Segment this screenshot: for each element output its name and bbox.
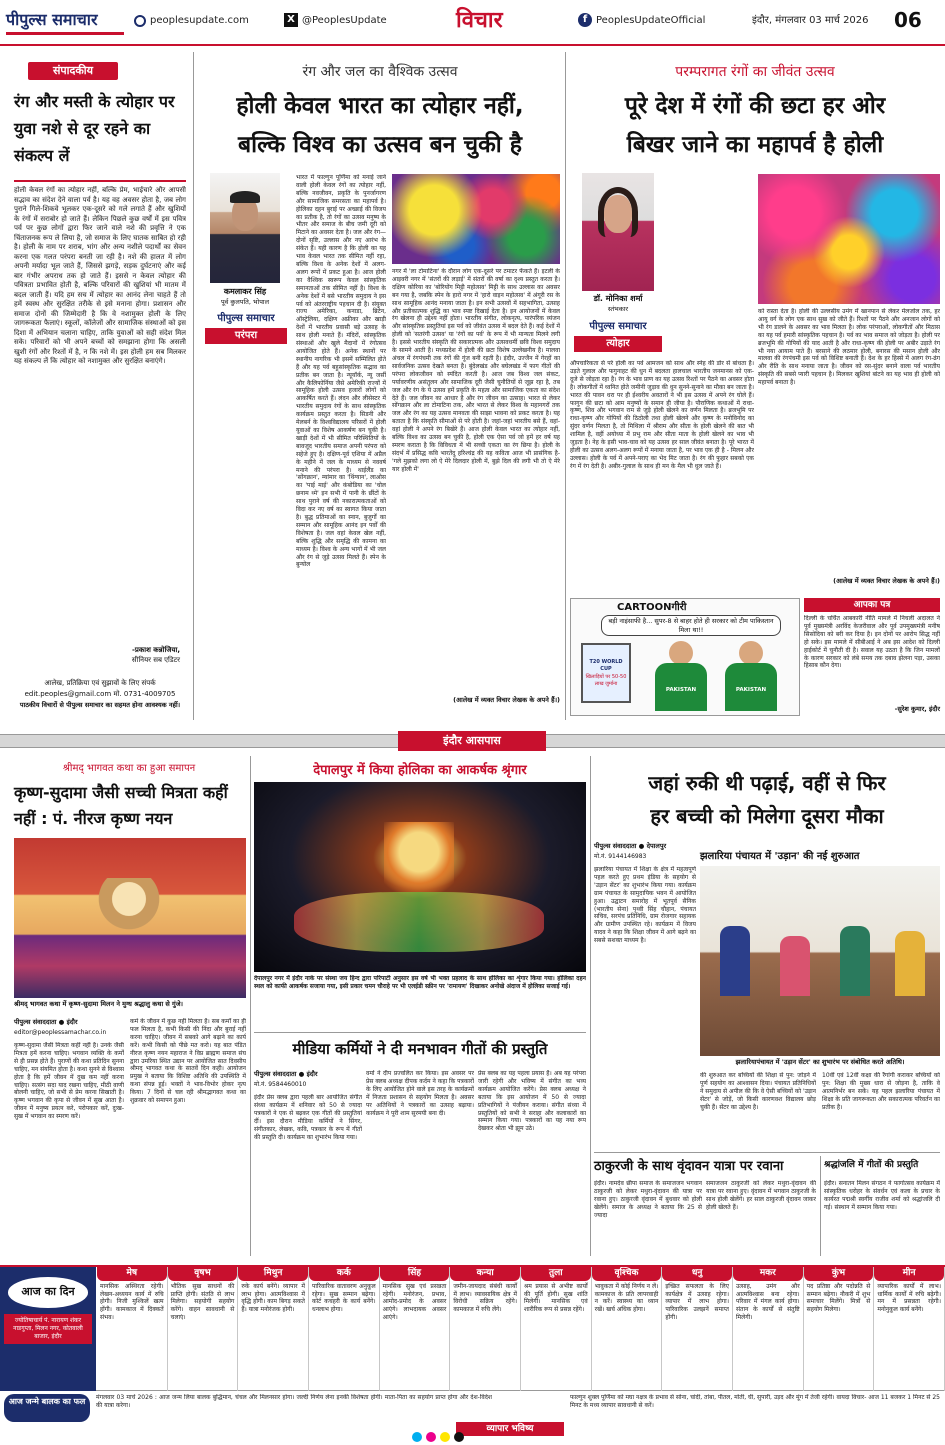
rashi-7 [521, 1267, 592, 1391]
media-phone[interactable]: मो.नं. 9584460010 [254, 1081, 307, 1088]
shraddhanjali-headline: श्रद्धांजलि में गीतों की प्रस्तुति [824, 1160, 919, 1170]
cartoon-box [570, 598, 800, 716]
udaan-byline: पीपुल्स संवाददाता ● देपालपुर [594, 842, 667, 850]
bhagwat-photo [14, 838, 246, 998]
rashi-text: व्यापारिक कार्यों में लाभ। धार्मिक कार्यों में रुचि बढ़ेगी। मन में प्रसन्नता रहेगी। मनोनुकूल कार्य बनेंगे। [877, 1282, 941, 1314]
bhagwat-kicker: श्रीमद् भागवत कथा का हुआ समापन [62, 763, 196, 774]
traditional-kicker: परम्परागत रंगों का जीवंत उत्सव [675, 64, 835, 80]
letters-box [804, 598, 940, 716]
udaan-phone[interactable]: मो.नं. 9144146983 [594, 853, 647, 860]
media-col1: इंदौर प्रेस क्लब द्वारा पहली बार आयोजित संगीत संध्या कार्यक्रम में शनिवार को 50 से ज्यादा पत्रकारों ने एक से बढ़कर एक गीतों की प्रस्तुतियां दीं। इस दौरान मीडिया कर्मियों ने सिंगर, संगीतकार, लेखक, कवि, पत्रकार के रूप में गीतों की प्रस्तुति दी। कार्यक्रम का शुभारंभ किया गया। [254, 1094, 362, 1141]
twitter-link[interactable]: @PeoplesUpdate [302, 15, 387, 26]
holi-global-footnote: (आलेख में व्यक्त विचार लेखक के अपने हैं।) [453, 696, 560, 704]
editorial-email[interactable]: edit.peoples@gmail.com मो. 0731-4009705 [24, 690, 176, 698]
cartoon-bubble: बड़ी नाइंसाफी है... सुपर-8 से बाहर होते ही सरकार को टीम पाकिस्तान मिला था!! [601, 615, 781, 636]
registration-magenta [426, 1432, 436, 1442]
rashi-name: सिंह [380, 1267, 450, 1281]
facebook-icon: f [578, 13, 592, 27]
column-tag-tyohar: त्योहार [574, 336, 662, 352]
bhagwat-headline: कृष्ण-सुदामा जैसी सच्ची मित्रता कहीं नहीं : पं. नीरज कृष्ण नयन [14, 783, 228, 828]
traditional-headline-1: पूरे देश में रंगों की छटा हर ओर [624, 93, 886, 119]
rashi-name: वृश्चिक [592, 1267, 662, 1281]
bhagwat-byline: पीपुल्स संवाददाता ● इंदौर [14, 1018, 78, 1026]
rashi-text: पद प्रतिष्ठा और पदोन्नति से सम्मान बढ़ेगा। नौकरी में शुभ समाचार मिलेंगे। मित्रों से सहयोग मिलेगा। [806, 1282, 871, 1314]
rashi-9 [662, 1267, 733, 1391]
holi-powder-photo [392, 174, 560, 264]
udaan-col2: की शुरुआत कर बच्चियों की शिक्षा से पुन: जोड़ने में पूर्ण सहयोग का आश्वासन दिया। पंचायत प्रतिनिधियों ने समुदाय से अपील की कि वे ऐसी बच्चियों को 'उड़ान सेंटर' से जोड़ें, जो किसी कारणवश विद्यालय छोड़ चुकी हैं। सेंटर का उद्देश्य है। [700, 1072, 816, 1111]
media-byline: पीपुल्स संवाददाता ● इंदौर [254, 1070, 318, 1078]
column-logo: पीपुल्स समाचार [217, 313, 275, 324]
rashi-1 [97, 1267, 168, 1391]
cartoon-title: CARTOONगीरी [617, 602, 687, 613]
editorial-headline: रंग और मस्ती के त्योहार पर युवा नशे से दूर रहने का संकल्प लें [14, 92, 175, 165]
bhagwat-col2: कर्म के जीवन में कुछ नहीं मिलता है। सब कर्मों का ही फल मिलता है, कभी किसी की निंदा और बुराई नहीं करना चाहिए। जीवन में सबको आगे बढ़ाने का कार्य करें। कभी किसी को पीछे मत करो। यह बात पंडित नीरज कृष्ण नयन महाराज ने विप्र ब्राह्मण समाज संघ द्वारा उमरिया स्थित उद्यान पर आयोजित सात दिवसीय श्रीमद् भागवत कथा के सातवें दिन कही। आयोजन प्रमुख ने बताया कि विशिष्ट अतिथि की उपस्थिति में कथा संपन्न हुई। भक्तों ने भाव-विभोर होकर नृत्य किया। 7 दिनों से चल रही श्रीमद्भागवत कथा का शुक्रवार को समापन हुआ। [130, 1018, 246, 1105]
masthead [0, 0, 945, 46]
cartoon-banner: T20 WORLD CUP [589, 659, 623, 672]
traditional-footnote: (आलेख में व्यक्त विचार लेखक के अपने हैं।) [833, 577, 940, 585]
rashi-name: मेष [97, 1267, 167, 1281]
rashi-text: इच्छित सफलता के लिए कार्यक्षेत्र में उत्साह रहेगा। व्यापार में लाभ होगा। पारिवारिक उलझनें समाप्त होंगी। [665, 1282, 729, 1322]
dateline: इंदौर, मंगलवार 03 मार्च 2026 [752, 15, 869, 26]
letters-tag: आपका पत्र [804, 598, 940, 612]
column-logo-tyohar: पीपुल्स समाचार [589, 321, 647, 332]
rashi-text: उत्साह, उमंग और आत्मविश्वास बना रहेगा। परिवार में मंगल कार्य होगा। संतान के कार्यों से संतुष्टि मिलेगी। [736, 1282, 800, 1322]
thakurji-col2: समाजजन ठाकुरजी को लेकर मथुरा-वृंदावन की यात्रा पर रवाना हुए। वृंदावन में भगवान ठाकुरजी के साथ होली खेलेंगे। हर साल ठाकुरजी वृंदावन जाकर होली खेलते हैं। [706, 1180, 816, 1211]
udaan-headline-2: हर बच्ची को मिलेगा दूसरा मौका [650, 804, 884, 828]
media-col2: वर्मा ने दीप प्रज्वलित कर किया। इस अवसर पर प्रेस क्लब अध्यक्ष दीपक कर्दम ने कहा कि पत्रकारों के लिए आयोजित होने वाले इस तरह के कार्यक्रमों में निजता प्रशासन से सहयोग मिलता है। अवसर पर अतिथियों ने पत्रकारों का उत्साह बढ़ाया। कार्यक्रम ने पूरी शाम सुरमयी बना दी। [366, 1070, 474, 1117]
author-role-kamlakar: पूर्व कुलपति, भोपाल [220, 298, 270, 306]
rashi-12 [874, 1267, 945, 1391]
facebook-link[interactable]: PeoplesUpdateOfficial [596, 15, 706, 26]
rashi-text: भौतिक सुख साधनों की प्राप्ति होगी। संतति से लाभ मिलेगा। सहयोगी सहयोग करेंगे। वाहन सावधानी से चलाएं। [170, 1282, 235, 1322]
x-icon: X [284, 13, 298, 27]
business-text: फाल्गुन शुक्ल पूर्णिमा को मघा नक्षत्र के प्रभाव से सोना, चांदी, तांबा, पीतल, मोती, घी, सुपारी, उड़द और मूंग में तेजी रहेगी। वायदा विचार- आज 11 बजकर 1 मिनट से 25 मिनट के मध्य व्यापार सावधानी से करें। [570, 1394, 940, 1409]
author-name-monika: डॉ. मोनिका शर्मा [593, 294, 643, 303]
page-number: 06 [894, 8, 922, 32]
traditional-col1: औपचारिकता से परे होली का पर्व आमजन को साथ और स्नेह की डोर से बांधता है। उड़ते गुलाल और फगुनाहट की धुन में बदलता हालचाल भारतीय जनमानस को एक-दूजे से जोड़ता रहा है। रंग के भाव प्राण का यह उत्सव रिश्तों पर पैठने का अवसर होता है। लोकगीतों में ध्वनित होते जमीनी जुड़ाव की धुन सुनने-सुनाने का मौका बन जाता है। भारत की पावन धरा पर ही ईश्वरीय अवतारों ने भी इस उत्सव में अपने रंग घोले हैं। फागुन की छटा को आम मनुष्यों के समान ही जीया है। पौराणिक कथाओं में राधा-कृष्ण, शिव और भगवान राम से जुड़े होली खेलने का वर्णन मिलता है। ब्रजभूमि पर राधा-कृष्ण और गोपियों की ठिठोली तथा होली खेलने और कृष्ण के मनोविनोद का सुंदर वर्णन मिलता है, तो मिथिला में श्रीराम और सीता के होली खेलने की बात भी शामिल है, वहीं अयोध्या में प्रभु राम और सीता माता के होली खेलने का भाव भी जुड़ता है। नेह के इसी भाव-चाव को यह उत्सव हर साल जीवंत बनाता है। पूरे भारत में होली का उत्सव अलग-अलग रूपों में मनाया जाता है, पर भाव एक ही है - मिलन और उल्लास। होली के पर्व में अपने-पराए का भेद मिट जाता है। रंग की फुहार सबको एक रंग में रंग देती है। अबीर-गुलाल के साथ ही मन के मैल भी धुल जाते हैं। [570, 360, 754, 470]
rashi-2 [168, 1267, 239, 1391]
udaan-col1: झलारिया पंचायत में शिक्षा के क्षेत्र में महत्वपूर्ण पहल करते हुए प्रथम इंडिया के सहयोग से 'उड़ान सेंटर' का शुभारंभ किया गया। कार्यक्रम ग्राम पंचायत के सामुदायिक भवन में आयोजित हुआ। उद्घाटन समारोह में भूतपूर्व सैनिक (भारतीय सेना) पृथ्वी सिंह चौहान, पंचायत सचिव, सरपंच प्रतिनिधि, ग्राम रोजगार सहायक और ग्रामीण उपस्थित रहे। कार्यक्रम में विजय यादव ने कहा कि शिक्षा जीवन में आगे बढ़ने का सबसे सशक्त माध्यम है। [594, 866, 696, 945]
bhagwat-caption: श्रीमद् भागवत कथा में कृष्ण-सुदामा मिलन ने मुग्ध श्रद्धालु कथा से गुंजे। [14, 1000, 184, 1008]
author-name-kamlakar: कमलाकर सिंह [223, 287, 267, 296]
udaan-subkicker: झलारिया पंचायत में 'उड़ान' की नई शुरुआत [700, 851, 860, 862]
rashi-text: पारिवारिक वातावरण अनुकूल रहेगा। सुख सम्मान बढ़ेगा। कोर्ट कचहरी के कार्य बनेंगे। धनलाभ होगा। [312, 1282, 376, 1314]
rashi-name: वृषभ [168, 1267, 238, 1281]
holi-hands-photo [758, 174, 940, 304]
website-link[interactable]: peoplesupdate.com [150, 15, 249, 26]
birthday-label: आज जन्मे बालक का फल [4, 1394, 90, 1422]
today-label: आज का दिन [8, 1277, 88, 1308]
rashi-text: रुके कार्य बनेंगे। व्यापार में लाभ होगा। आत्मविश्वास में वृद्धि होगी। काम बिगड़ सकते हैं। यात्रा मनोरंजक होगी। [241, 1282, 305, 1314]
rashi-text: श्रम प्रयास से अभीष्ट कार्यों की पूर्ति होगी। सुख शांति मिलेगी। मानसिक एवं शारीरिक रूप से प्रसन्न रहेंगे। [524, 1282, 588, 1314]
rashi-10 [733, 1267, 804, 1391]
thakurji-headline: ठाकुरजी के साथ वृंदावन यात्रा पर रवाना [594, 1159, 784, 1174]
rashi-name: कुंभ [804, 1267, 874, 1281]
letters-body: दिल्ली के चर्चित आबकारी नीति मामले में निचली अदालत ने पूर्व मुख्यमंत्री अरविंद केजरीवाल और पूर्व उपमुख्यमंत्री मनीष सिसोदिया को बरी कर दिया है। इन दोनों पर आरोप सिद्ध नहीं हो सके। इस मामले में सीबीआई ने अब इस आदेश को दिल्ली हाईकोर्ट में चुनौती दी है। सवाल यह उठता है कि जिन मामलों के कारण सरकार को लंबे समय तक दबाव झेलना पड़ा, उसका हिसाब कौन देगा। [804, 615, 940, 670]
holi-global-headline-2: बल्कि विश्व का उत्सव बन चुकी है [238, 132, 522, 158]
author-photo-kamlakar [210, 173, 280, 283]
author-photo-monika [582, 173, 654, 291]
cartoon-player-left [651, 641, 711, 713]
signs-row [97, 1267, 945, 1391]
udaan-caption: झलारियापंचायत में 'उड़ान सेंटर' का शुभारंभ पर संबोधित करते अतिथि। [735, 1058, 905, 1066]
rashi-11 [804, 1267, 875, 1391]
registration-cyan [412, 1432, 422, 1442]
cartoon-tv [581, 643, 631, 703]
udaan-col3: 10वीं एवं 12वीं कक्षा की रैंगांगी कराकर बच्चियों को पुन: शिक्षा की मुख्य धारा से जोड़ना है, ताकि वे आत्मनिर्भर बन सकें। यह पहल झलारिया पंचायत में शिक्षा के प्रति जागरूकता और सकारात्मक परिवर्तन का प्रतीक है। [822, 1072, 940, 1111]
editorial-disclaimer: पाठकीय विचारों से पीपुल्स समाचार का सहमत होना आवश्यक नहीं। [19, 701, 181, 709]
rashi-name: कन्या [450, 1267, 520, 1281]
today-box [0, 1267, 96, 1391]
holi-global-col2: नगर में 'ला टोमाटिना' के दौरान लोग एक-दूसरे पर टमाटर फेंकते हैं। इटली के आइवरी नगर में 'संतरों की लड़ाई' में संतरों की वर्षा का दृश्य प्रस्तुत करता है। दक्षिण कोरिया का 'बोरियोंग मिट्टी महोत्सव' मिट्टी के साथ उल्लास का अवसर बन गया है, जबकि स्पेन के हारो नगर में 'हारो वाइन महोत्सव' में अंगूरी रस के साथ सामूहिक आनंद मनाया जाता है। इन सभी उत्सवों में सहभागिता, उत्साह और प्रतीकात्मक शुद्धि का भाव स्पष्ट दिखाई देता है। इन आयोजनों में केवल रंग खेलना ही उद्देश्य नहीं होता। भारतीय संगीत, लोकनृत्य, पारंपरिक व्यंजन और सांस्कृतिक प्रस्तुतियां इस पर्व को जीवंत उत्सव में बदल देते हैं। कई देशों में होली को 'सतरंगी उत्सव' या 'रंगों का पर्व' के रूप में भी मान्यता मिलने लगी है। इससे भारतीय संस्कृति की सकारात्मक और उत्सवधर्मी छवि विश्व समुदाय के सामने आती है। मध्यप्रदेश में होली की छटा विशेष उल्लेखनीय है। मालवा अंचल में रंगपंचमी तक रंगों की गूंज बनी रहती है। इंदौर, उज्जैन में गेरहों का सार्वजनिक उत्सव देखते बनता है। बुंदेलखंड और बघेलखंड में फाग गीतों की परंपरा लोकजीवन को स्पंदित करती है। आज जब विश्व जल संकट, पर्यावरणीय असंतुलन और सामाजिक दूरी जैसी चुनौतियों से जूझ रहा है, तब जल और रंग के ये उत्सव हमें प्रकृति के महत्व और सामाजिक एकता का संदेश देते हैं। जल जीवन का आधार है और रंग जीवन का उत्साह। भारत से लेकर सोंगक्रान और ला टोमाटिना तक, और भारत से लेकर विश्व के महानगरों तक जल और रंग का यह उत्सव मानवता की साझा भावना को प्रकट करता है। यह बताता है कि संस्कृति सीमाओं से परे होती है। जहां-जहां भारतीय बसे हैं, वहां-वहां होली ने अपने रंग बिखेरे हैं। आज होली केवल भारत का त्योहार नहीं, बल्कि विश्व का उत्सव बन चुकी है, होली एक ऐसा पर्व जो हमें हर वर्ष यह स्मरण कराता है कि विविधता में भी सच्ची एकता का रंग छिपा है। होली के संदर्भ में प्रसिद्ध कवि भारतेंदु हरिश्चंद्र की यह कविता आज भी प्रासंगिक है- 'गले मुझको लगा लो ऐ मेरे दिलदार होली में, बुझे दिल की लगी भी तो ऐ मेरे यार होली में' [392, 268, 560, 473]
media-col3: प्रेस क्लब का यह पहला प्रयास है। अब यह परंपरा जारी रहेगी और भविष्य में संगीत का भव्य कार्यक्रम आयोजित करेंगे। प्रेस क्लब अध्यक्ष ने बताया कि इस आयोजन में 50 से ज्यादा प्रतिभागियों ने पंजीयन कराया। संगीत संध्या में प्रस्तुतियों को सभी ने सराहा और कलाकारों का सम्मान किया गया। पत्रकारों का यह नया रूप देखकर श्रोता भी झूम उठे। [478, 1070, 586, 1133]
udaan-headline-1: जहां रुकी थी पढ़ाई, वहीं से फिर [648, 771, 886, 795]
rashi-5 [380, 1267, 451, 1391]
editorial-author: -प्रकाश कन्नोजिया, [132, 646, 180, 654]
holi-global-headline-1: होली केवल भारत का त्योहार नहीं, [236, 93, 524, 119]
cartoon-team-left: PAKISTAN [665, 687, 697, 693]
rashi-3 [238, 1267, 309, 1391]
media-headline: मीडिया कर्मियों ने दी मनभावन गीतों की प्रस्तुति [292, 1040, 548, 1058]
traditional-headline-2: बिखर जाने का महापर्व है होली [626, 132, 884, 158]
rashi-name: तुला [521, 1267, 591, 1281]
rashifal-strip [0, 1265, 945, 1391]
rashi-name: मिथुन [238, 1267, 308, 1281]
rashi-name: मकर [733, 1267, 803, 1281]
masthead-logo[interactable]: पीपुल्स समाचार [6, 9, 124, 35]
globe-icon [134, 15, 146, 27]
rashi-6 [450, 1267, 521, 1391]
editorial-tag: संपादकीय [28, 62, 118, 80]
shraddhanjali-body: इंदौर। सनातन मिलन संगठन ने फागोत्सव कार्यक्रम में सांस्कृतिक धरोहर के संवर्धन एवं कला के प्रचार के कार्यरत पद्मश्री स्वर्गीय राजीव शर्मा को श्रद्धांजलि दी गई। संस्थान में सम्मान किया गया। [824, 1180, 940, 1211]
rashi-text: भावुकता में कोई निर्णय न लें। कामकाज के प्रति लापरवाही न करें। स्वास्थ्य का ध्यान रखें। खर्च अधिक होगा। [594, 1282, 659, 1314]
rashi-text: मानसिक सुख एवं प्रसन्नता रहेगी। मनोरंजन, प्रभाव, आमोद-प्रमोद के अवसर आएंगे। लाभदायक अवसर आएंगे। [382, 1282, 447, 1322]
thakurji-col1: इंदौर। नामदेव छीपा समाज के समाजजन भगवान ठाकुरजी को लेकर मथुरा-वृंदावन की यात्रा पर रवाना हुए। ठाकुरजी वृंदावन में बुधवार को होली खेलेंगे। समाज के अध्यक्ष ने बताया कि 25 से ज्यादा [594, 1180, 702, 1219]
udaan-photo [700, 866, 940, 1056]
indore-band-label: इंदौर आसपास [398, 731, 546, 751]
section-label: विचार [456, 8, 503, 33]
cartoon-side-text: खिलाड़ियों पर 50-50 लाख जुर्माना [585, 674, 627, 687]
column-tag-parampara: परंपरा [205, 328, 287, 344]
holi-global-col1: भारत में फाल्गुन पूर्णिमा को मनाई जाने वाली होली केवल रंगों का त्योहार नहीं, बल्कि नवजीवन, प्रकृति के पुनर्जागरण और सामाजिक समरसता का महापर्व है। होलिका दहन बुराई पर अच्छाई की विजय का प्रतीक है, तो रंगों का उत्सव मनुष्य के भीतर और समाज के बीच जमी दूरी को मिटाने का अवसर देता है। जल और रंग—दोनों सृष्टि, उल्लास और नए आरंभ के संकेत हैं। यही कारण है कि होली का यह भाव केवल भारत तक सीमित नहीं रहा, बल्कि विश्व के अनेक देशों में अलग-अलग रूपों में प्रकट हुआ है। आज होली का वैश्विक स्वरूप केवल सांस्कृतिक समानताओं तक सीमित नहीं है। विश्व के अनेक देशों में बसे भारतीय समुदाय ने इस पर्व को अंतरराष्ट्रीय पहचान दी है। संयुक्त राज्य अमेरिका, कनाडा, ब्रिटेन, ऑस्ट्रेलिया, दक्षिण अफ्रीका और खाड़ी देशों में भारतीय प्रवासी बड़े उत्साह के साथ होली मनाते हैं। मंदिरों, सांस्कृतिक संस्थाओं और खुले मैदानों में रंगोत्सव आयोजित होते हैं। अनेक स्थानों पर स्थानीय नागरिक भी इसमें सम्मिलित होते हैं और यह पर्व बहुसांस्कृतिक सद्भाव का प्रतीक बन जाता है। न्यूयॉर्क, न्यू जर्सी और कैलिफोर्निया जैसे अमेरिकी राज्यों में सामूहिक होली उत्सव हजारों लोगों को आकर्षित करते हैं। लंदन और लीसेस्टर में भारतीय समुदाय रंगों के साथ सांस्कृतिक कार्यक्रम प्रस्तुत करता है। सिडनी और मेलबर्न के विश्वविद्यालय परिसरों में होली युवाओं का विशेष आकर्षण बन चुकी है। खाड़ी देशों में भी सीमित परिस्थितियों के बावजूद भारतीय समाज अपनी परंपरा को सहेजे हुए है। दक्षिण-पूर्व एशिया में अप्रैल के महीने में जल के माध्यम से नववर्ष मनाने की परंपरा है। थाईलैंड का 'सोंगक्रान', म्यांमार का 'थिंग्यान', लाओस का 'पाई माई' और कंबोडिया का 'चोल छनाम थ्मे' इन सभी में पानी के छींटों के साथ पुराने वर्ष की नकारात्मकताओं को विदा कर नए वर्ष का स्वागत किया जाता है। बुद्ध प्रतिमाओं का स्नान, बुजुर्गों का सम्मान और सामूहिक आनंद इन पर्वों की विशेषता है। जल वहां केवल खेल नहीं, बल्कि शुद्धि और समृद्धि की कामना का माध्यम है। विश्व के अन्य भागों में भी जल और रंग से जुड़े उत्सव मिलते हैं। स्पेन के बुन्योल [296, 174, 386, 569]
business-label: व्यापार भविष्य [456, 1422, 564, 1436]
cartoon-team-right: PAKISTAN [735, 687, 767, 693]
rashi-4 [309, 1267, 380, 1391]
letters-author: -सुरेश कुमार, इंदौर [894, 705, 940, 713]
holi-global-kicker: रंग और जल का वैश्विक उत्सव [302, 64, 458, 80]
rashi-text: जमीन-जायदाद संबंधी कार्यों में लाभ। व्यावसायिक क्षेत्र में विरोधी सक्रिय रहेंगे। कामकाज में रुचि लेंगे। [453, 1282, 517, 1314]
depalpur-headline: देपालपुर में किया होलिका का आकर्षक श्रृंगार [313, 763, 527, 778]
registration-yellow [440, 1432, 450, 1442]
cartoon-player-right [721, 641, 781, 713]
rashi-text: मानसिक अस्थिरता रहेगी। लेखन-अध्ययन कार्य में रुचि होगी। निजी मुश्किलें खत्म होंगी। कामकाज में दिक्कतें संभव। [100, 1282, 164, 1322]
rashi-name: धनु [662, 1267, 732, 1281]
depalpur-caption: देपालपुर नगर में इंदौर नाके पर संस्था जय हिन्द द्वारा परिपाटी अनुसार इस वर्ष भी भक्त प्रहलाद के साथ होलिका का शृंगार किया गया। होलिका दहन स्थल को काफी आकर्षक सजाया गया, इसी प्रकार चमन चौराहे पर भी एलईडी स्क्रीन पर 'रामायण' दिखाकर अनोखे अंदाज में होलिका सजाई गई। [254, 975, 586, 990]
panchang-text: ज्योतिषाचार्य पं. नारायण शंकर नाडगुप्ता, मिलन नगर, कोतवाली बाजार, इंदौर [4, 1314, 92, 1344]
bhagwat-email[interactable]: editor@peoplessamachar.co.in [14, 1029, 107, 1036]
author-role-monika: स्तंभकार [607, 305, 629, 313]
traditional-col2: को रास्ता देता है। होली की उल्लसीय उमंग में खानपान से लेकर मेलजोल तक, हर आयु वर्ग के लोग एक साथ सुख को जीते हैं। रिश्तों पर पैठने और अनजान लोगों को भी रंग डालने के अवसर का भाव मिलता है। लोक परंपराओं, लोकगीतों और मिठास का यह पर्व हमारी सांस्कृतिक पहचान है। पर्व का भाव समाज को जोड़ता है। होली पर ब्रजभूमि की गोपियों की याद आती है और राधा-कृष्ण की होली पर अबीर उड़ाते रंग भी नया आयाम पाते हैं। बरसाने की लठमार होली, बनारस की मसान होली और मालवा की रंगपंचमी इस पर्व को विशिष्ट बनाती हैं। देश के हर हिस्से में अलग रंग-ढंग और रीति के साथ मनाया जाता है। जीवन को रस-सुंदर बनाने वाला पर्व भारतीय संस्कृति की सबसे प्यारी पहचान है। मिलकर खुशियां बांटने का यह भाव ही होली को महापर्व बनाता है। [758, 308, 940, 387]
rashi-name: कर्क [309, 1267, 379, 1281]
rashi-name: मीन [874, 1267, 944, 1281]
depalpur-holika-photo [254, 782, 586, 972]
editorial-footer-note: आलेख, प्रतिक्रिया एवं सुझावों के लिए संपर्क [44, 679, 156, 687]
rashi-8 [592, 1267, 663, 1391]
editorial-body: होली केवल रंगों का त्योहार नहीं, बल्कि प्रेम, भाईचारे और आपसी सद्भाव का संदेश देने वाला पर्व है। यह वह अवसर होता है, जब लोग पुराने गिले-शिकवे भूलकर एक-दूसरे को गले लगाते हैं और खुशियों के रंगों में सराबोर हो जाते हैं। लेकिन पिछले कुछ वर्षों में इस पवित्र पर्व पर कुछ लोगों द्वारा फिर जाने वाले नशे की प्रवृत्ति ने एक चिंताजनक रूप ले लिया है, जो समाज के लिए घातक साबित हो रही है। होली के नाम पर शराब, भांग और अन्य नशीले पदार्थों का सेवन करना एक गलत परंपरा बनती जा रही है। नशे की हालत में लोग अपनी मर्यादा भूल जाते हैं, जिससे झगड़े, सड़क दुर्घटनाएं और कई बार गंभीर अपराध तक हो जाते हैं। इससे न केवल त्योहार की पवित्रता प्रभावित होती है, बल्कि परिवारों की खुशियां भी मातम में बदल जाती हैं। यदि हम सच में त्योहार का आनंद लेना चाहते हैं तो हमें स्वस्थ और सुरक्षित तरीके से इसे मनाना होगा। प्रशासन और समाज दोनों की जिम्मेदारी है कि वे नशामुक्त होली के लिए जागरूकता फैलाएं। स्कूलों, कॉलेजों और सामाजिक संस्थाओं को इस दिशा में अभियान चलाना चाहिए, ताकि युवाओं को सही संदेश मिल सके। परिवारों को भी अपने बच्चों को समझाना होगा कि असली खुशी रंगों और रिश्तों में है, न कि नशे में। इस होली हम सब मिलकर यह संकल्प लें कि त्योहार को नशामुक्त और सुरक्षित बनाएंगे। [14, 186, 186, 366]
editorial-author-role: सीनियर सब एडिटर [131, 656, 180, 664]
bhagwat-col1: कृष्ण-सुदामा जैसी मित्रता कहीं नहीं है। उनके जैसी मित्रता हमें करना चाहिए। भगवान व्यक्ति के कर्मों से ही प्रसन्न होते हैं। पुराणों की कथा प्रतिदिन सुनना चाहिए, मन संयमित होता है। कथा सुनने से विश्वास होता है कि हमें जीवन में दुख कम नहीं करना चाहिए। सत्संग सदा याद रखना चाहिए, मीठी वाणी बोलनी चाहिए, जो सभी से प्रेम करना सिखाती है। कृष्ण भगवान की कृपा से जीवन में सुख आता है। जीवन में मनुष्य प्रयत्न करे, परोपकार करें, दुःख-सुख में भगवान का स्मरण करें। [14, 1042, 124, 1121]
registration-black [454, 1432, 464, 1442]
birthday-text: मंगलवार 03 मार्च 2026 : आज जन्म लिया बालक बुद्धिमान, चंचल और मिलनसार होगा। जल्दी निर्णय लेना इनकी विशेषता होगी। माता-पिता का सहयोग प्राप्त होगा और देश-विदेश की यात्रा करेगा। [96, 1394, 492, 1409]
